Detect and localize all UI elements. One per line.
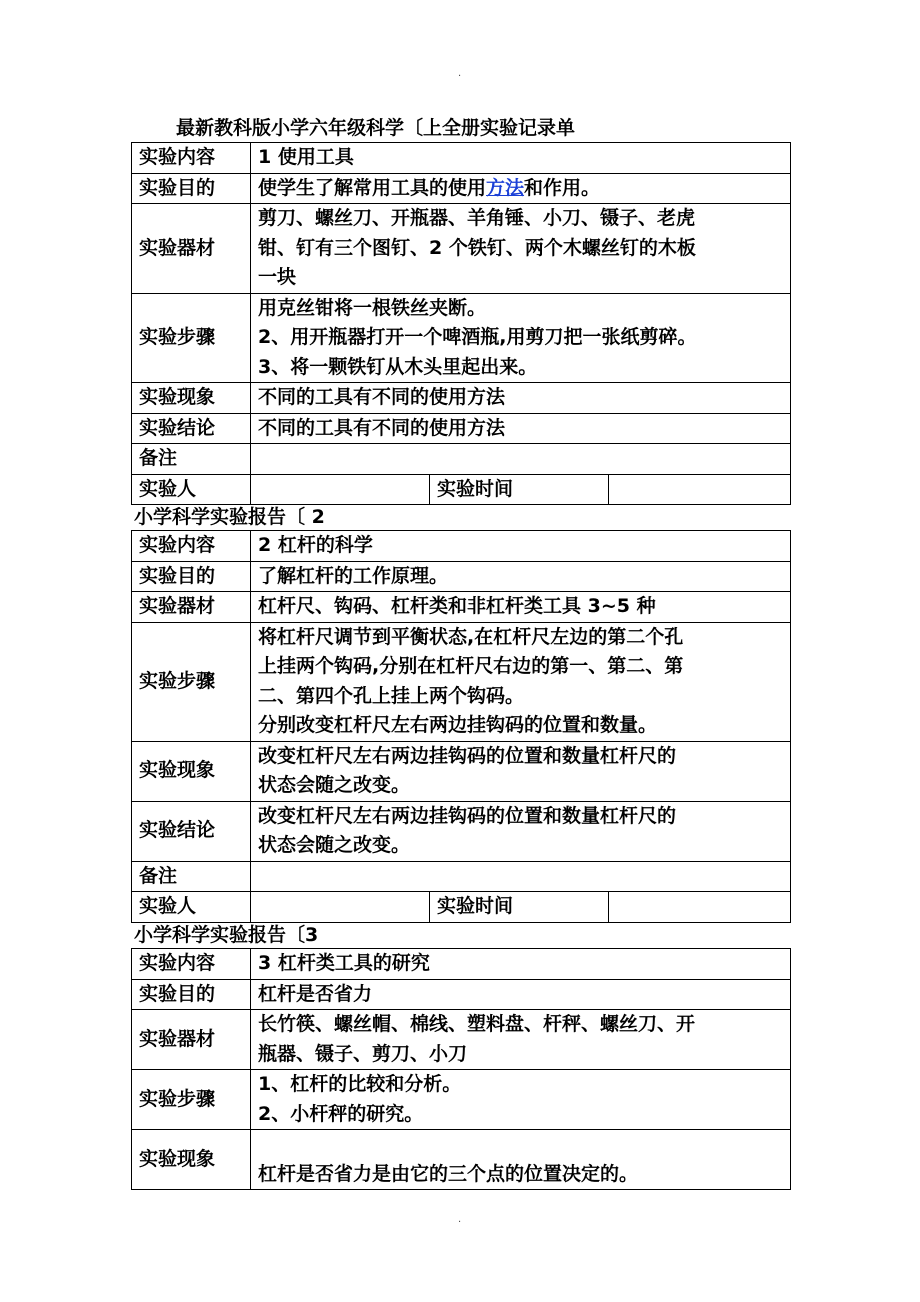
table-row xyxy=(132,892,791,923)
label-remark: 备注 xyxy=(132,444,251,475)
table-row xyxy=(132,173,791,204)
label-purpose: 实验目的 xyxy=(132,561,251,592)
label-person: 实验人 xyxy=(132,892,251,923)
step-line: 分别改变杠杆尺左右两边挂钩码的位置和数量。 xyxy=(258,714,658,736)
table-row xyxy=(132,1070,791,1130)
table-row xyxy=(132,444,791,475)
purpose-text: 使学生了解常用工具的使用 xyxy=(258,176,487,199)
record-table-2 xyxy=(131,530,791,923)
phenomenon-value: 杠杆是否省力是由它的三个点的位置决定的。 xyxy=(251,1130,791,1190)
materials-value: 杠杆尺、钩码、杠杆类和非杠杆类工具 3~5 种 xyxy=(251,592,791,623)
label-materials: 实验器材 xyxy=(132,592,251,623)
content-value: 3 杠杆类工具的研究 xyxy=(251,949,791,980)
method-link[interactable]: 方法 xyxy=(486,176,525,199)
label-phenomenon: 实验现象 xyxy=(132,741,251,801)
purpose-value xyxy=(251,173,791,204)
step-line: 用克丝钳将一根铁丝夹断。 xyxy=(258,296,487,319)
time-value xyxy=(609,892,791,923)
label-phenomenon: 实验现象 xyxy=(132,1130,251,1190)
step-line: 2、小杆秤的研究。 xyxy=(258,1102,424,1125)
table-row xyxy=(132,1010,791,1070)
label-steps: 实验步骤 xyxy=(132,293,251,383)
conclusion-line: 状态会随之改变。 xyxy=(258,834,411,856)
conclusion-value: 不同的工具有不同的使用方法 xyxy=(251,413,791,444)
phenomenon-line: 状态会随之改变。 xyxy=(258,774,411,796)
table-row xyxy=(132,413,791,444)
steps-value xyxy=(251,622,791,741)
materials-value xyxy=(251,204,791,294)
label-person: 实验人 xyxy=(132,474,251,505)
label-time: 实验时间 xyxy=(430,892,609,923)
record-table-3 xyxy=(131,948,791,1190)
record-table-1 xyxy=(131,142,791,505)
materials-value xyxy=(251,1010,791,1070)
table-row xyxy=(132,622,791,741)
person-value xyxy=(251,892,430,923)
table-row xyxy=(132,1130,791,1190)
table-row xyxy=(132,741,791,801)
remark-value xyxy=(251,861,791,892)
remark-value xyxy=(251,444,791,475)
table-row xyxy=(132,293,791,383)
label-conclusion: 实验结论 xyxy=(132,413,251,444)
label-purpose: 实验目的 xyxy=(132,173,251,204)
purpose-value: 了解杠杆的工作原理。 xyxy=(251,561,791,592)
label-purpose: 实验目的 xyxy=(132,979,251,1010)
content-value: 1 使用工具 xyxy=(251,143,791,174)
label-steps: 实验步骤 xyxy=(132,1070,251,1130)
table-row xyxy=(132,979,791,1010)
step-line: 2、用开瓶器打开一个啤酒瓶,用剪刀把一张纸剪碎。 xyxy=(258,326,697,348)
label-time: 实验时间 xyxy=(430,474,609,505)
table-row xyxy=(132,474,791,505)
table-row xyxy=(132,592,791,623)
materials-line: 钳、钉有三个图钉、2 个铁钉、两个木螺丝钉的木板 xyxy=(258,236,696,259)
phenomenon-value xyxy=(251,741,791,801)
materials-line: 瓶器、镊子、剪刀、小刀 xyxy=(258,1042,468,1065)
section-title: 小学科学实验报告〔3 xyxy=(134,924,319,946)
table-row xyxy=(132,531,791,562)
step-line: 二、第四个孔上挂上两个钩码。 xyxy=(258,684,525,707)
label-remark: 备注 xyxy=(132,861,251,892)
label-steps: 实验步骤 xyxy=(132,622,251,741)
header-dot: . xyxy=(458,68,462,79)
phenomenon-value: 不同的工具有不同的使用方法 xyxy=(251,383,791,414)
table-row xyxy=(132,561,791,592)
conclusion-value xyxy=(251,801,791,861)
label-content: 实验内容 xyxy=(132,949,251,980)
step-line: 将杠杆尺调节到平衡状态,在杠杆尺左边的第二个孔 xyxy=(258,625,684,648)
label-materials: 实验器材 xyxy=(132,1010,251,1070)
section-title: 小学科学实验报告〔 2 xyxy=(134,506,325,528)
time-value xyxy=(609,474,791,505)
materials-line: 长竹筷、螺丝帽、棉线、塑料盘、杆秤、螺丝刀、开 xyxy=(258,1013,696,1035)
label-content: 实验内容 xyxy=(132,531,251,562)
steps-value xyxy=(251,1070,791,1130)
label-materials: 实验器材 xyxy=(132,204,251,294)
phenomenon-line: 改变杠杆尺左右两边挂钩码的位置和数量杠杆尺的 xyxy=(258,744,677,767)
materials-line: 剪刀、螺丝刀、开瓶器、羊角锤、小刀、镊子、老虎 xyxy=(258,207,696,229)
label-content: 实验内容 xyxy=(132,143,251,174)
purpose-value: 杠杆是否省力 xyxy=(251,979,791,1010)
person-value xyxy=(251,474,430,505)
table-row xyxy=(132,143,791,174)
table-row xyxy=(132,204,791,294)
label-phenomenon: 实验现象 xyxy=(132,383,251,414)
materials-line: 一块 xyxy=(258,266,297,288)
steps-value xyxy=(251,293,791,383)
table-row xyxy=(132,383,791,414)
purpose-text-end: 和作用。 xyxy=(524,176,601,199)
table-row xyxy=(132,801,791,861)
conclusion-line: 改变杠杆尺左右两边挂钩码的位置和数量杠杆尺的 xyxy=(258,804,677,827)
step-line: 3、将一颗铁钉从木头里起出来。 xyxy=(258,355,538,378)
step-line: 1、杠杆的比较和分析。 xyxy=(258,1073,462,1095)
document-title: 最新教科版小学六年级科学〔上全册实验记录单 xyxy=(176,117,576,139)
footer-dot: . xyxy=(458,1214,462,1225)
step-line: 上挂两个钩码,分别在杠杆尺右边的第一、第二、第 xyxy=(258,655,684,677)
table-row xyxy=(132,861,791,892)
content-value: 2 杠杆的科学 xyxy=(251,531,791,562)
label-conclusion: 实验结论 xyxy=(132,801,251,861)
table-row xyxy=(132,949,791,980)
